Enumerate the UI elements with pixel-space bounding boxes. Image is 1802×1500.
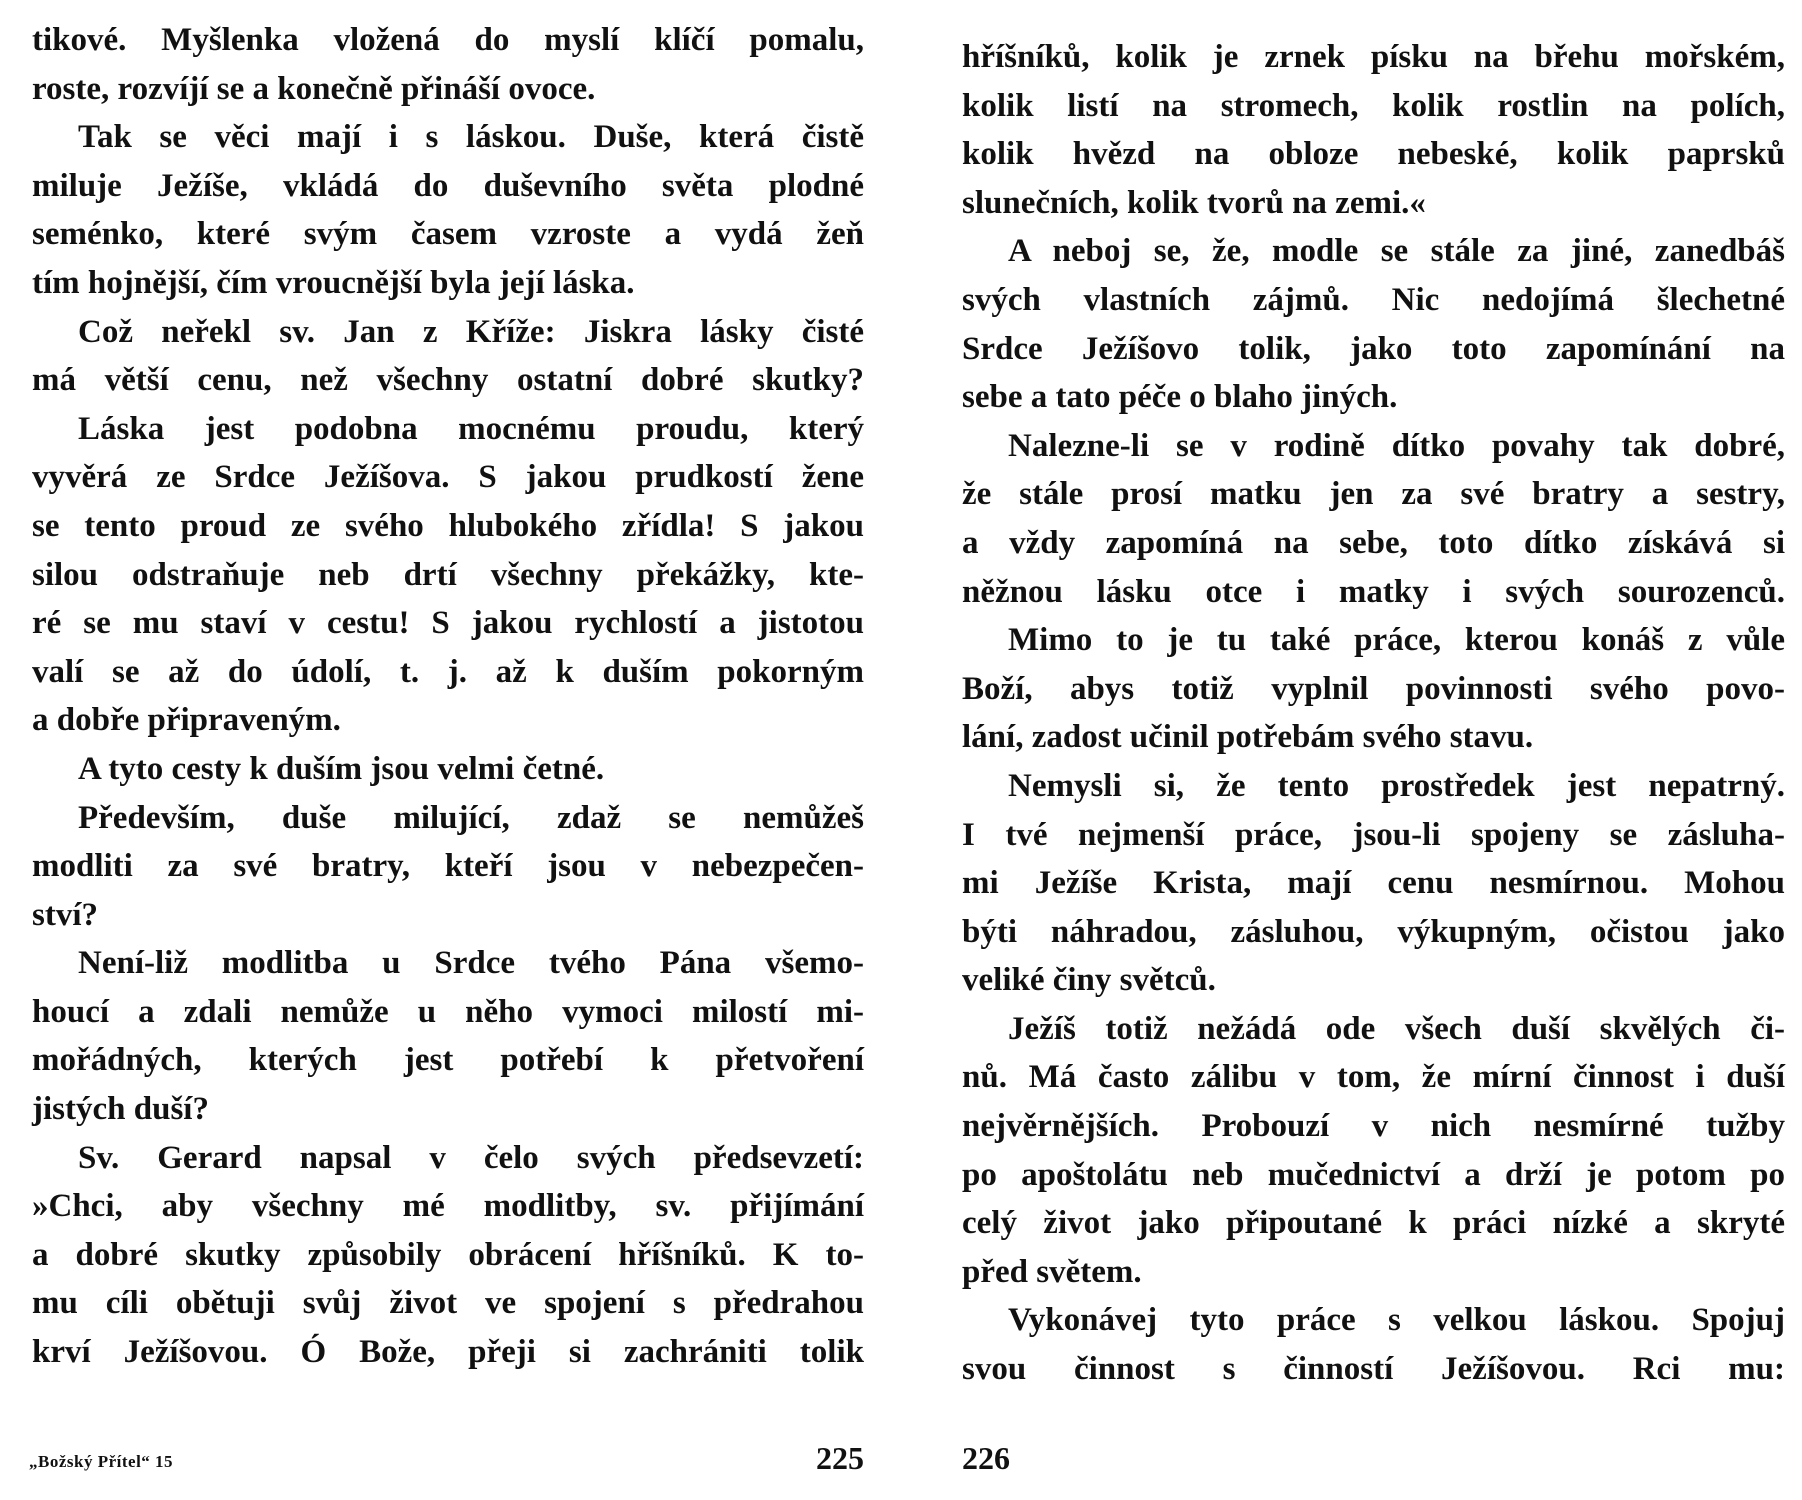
text-line: Tak se věci mají i s láskou. Duše, která čistě [78, 119, 864, 156]
text-line: Vykonávej tyto práce s velkou láskou. Spojuj [1008, 1302, 1785, 1339]
text-line: I tvé nejmenší práce, jsou-li spojeny se zásluha- [962, 816, 1785, 853]
text-line: a dobré skutky způsobily obrácení hříšníků. K to- [32, 1236, 864, 1273]
text-line: seménko, které svým časem vzroste a vydá žeň [32, 216, 864, 253]
text-line: nů. Má často zálibu v tom, že mírní činnost i duší [962, 1059, 1785, 1096]
text-line: jistých duší? [32, 1091, 209, 1128]
page-number-right: 226 [962, 1440, 1010, 1476]
text-line: Sv. Gerard napsal v čelo svých předsevzetí: [78, 1139, 864, 1176]
text-line: Především, duše milující, zdaž se nemůžeš [78, 799, 864, 836]
text-line: slunečních, kolik tvorů na zemi.« [962, 184, 1426, 221]
text-line: valí se až do údolí, t. j. až k duším pokorným [32, 653, 864, 690]
book-title-signature: „Božský Přítel“ 15 [29, 1452, 174, 1471]
text-line: Nalezne-li se v rodině dítko povahy tak dobré, [1008, 427, 1785, 464]
text-line: mi Ježíše Krista, mají cenu nesmírnou. Mohou [962, 865, 1785, 902]
text-line: celý život jako připoutané k práci nízké a skryté [962, 1205, 1785, 1242]
text-line: má větší cenu, než všechny ostatní dobré skutky? [32, 362, 864, 399]
text-line: svou činnost s činností Ježíšovou. Rci mu: [962, 1351, 1785, 1388]
text-line: Ježíš totiž nežádá ode všech duší skvělých či- [1008, 1010, 1785, 1047]
text-line: se tento proud ze svého hlubokého zřídla! S jakou [32, 507, 864, 544]
text-line: něžnou lásku otce i matky i svých sourozenců. [962, 573, 1785, 610]
text-line: lání, zadost učinil potřebám svého stavu. [962, 719, 1534, 756]
text-line: Boží, abys totiž vyplnil povinnosti svého povo- [962, 670, 1785, 707]
text-line: miluje Ježíše, vkládá do duševního světa plodné [32, 167, 864, 204]
text-line: tím hojnější, čím vroucnější byla její láska. [32, 264, 635, 301]
text-line: mu cíli obětuji svůj život ve spojení s předrahou [32, 1285, 864, 1322]
text-line: kolik hvězd na obloze nebeské, kolik paprsků [962, 136, 1785, 173]
text-line: Což neřekl sv. Jan z Kříže: Jiskra lásky čisté [78, 313, 864, 350]
text-line: »Chci, aby všechny mé modlitby, sv. přijímání [32, 1188, 864, 1225]
text-line: krví Ježíšovou. Ó Bože, přeji si zachrániti tolik [32, 1334, 864, 1371]
text-line: ré se mu staví v cestu! S jakou rychlostí a jistotou [32, 605, 864, 642]
text-line: hříšníků, kolik je zrnek písku na břehu mořském, [962, 39, 1785, 75]
left-page-text [32, 16, 864, 1377]
text-line: po apoštolátu neb mučednictví a drží je potom po [962, 1156, 1785, 1193]
text-line: a vždy zapomíná na sebe, toto dítko získává si [962, 524, 1785, 561]
right-page-text [962, 33, 1785, 1394]
text-line: Srdce Ježíšovo tolik, jako toto zapomínání na [962, 330, 1785, 367]
page-number-left: 225 [816, 1440, 864, 1476]
text-line: Láska jest podobna mocnému proudu, který [78, 410, 864, 447]
text-line: vyvěrá ze Srdce Ježíšova. S jakou prudkostí žene [32, 459, 864, 496]
text-line: Nemysli si, že tento prostředek jest nepatrný. [1008, 767, 1785, 804]
text-line: svých vlastních zájmů. Nic nedojímá šlechetné [962, 281, 1785, 318]
text-line: silou odstraňuje neb drtí všechny překážky, kte- [32, 556, 864, 593]
text-line: nejvěrnějších. Probouzí v nich nesmírné tužby [962, 1108, 1785, 1145]
text-line: A neboj se, že, modle se stále za jiné, zanedbáš [1008, 233, 1785, 270]
text-line: kolik listí na stromech, kolik rostlin na polích, [962, 87, 1785, 124]
text-line: houcí a zdali nemůže u něho vymoci milostí mi- [32, 993, 864, 1030]
text-line: veliké činy světců. [962, 962, 1216, 999]
text-line: A tyto cesty k duším jsou velmi četné. [78, 750, 605, 787]
text-line: a dobře připraveným. [32, 702, 341, 739]
text-line: mořádných, kterých jest potřebí k přetvoření [32, 1042, 864, 1079]
text-line: modliti za své bratry, kteří jsou v nebezpečen- [32, 848, 864, 885]
text-line: ství? [32, 896, 98, 933]
text-line: býti náhradou, zásluhou, výkupným, očistou jako [962, 913, 1785, 950]
text-line: sebe a tato péče o blaho jiných. [962, 379, 1398, 416]
text-line: Mimo to je tu také práce, kterou konáš z vůle [1008, 622, 1785, 659]
text-line: před světem. [962, 1253, 1142, 1290]
text-line: Není-liž modlitba u Srdce tvého Pána všemo- [78, 945, 864, 982]
text-line: že stále prosí matku jen za své bratry a sestry, [962, 476, 1785, 513]
text-line: roste, rozvíjí se a konečně přináší ovoce. [32, 70, 596, 107]
text-line: tikové. Myšlenka vložená do myslí klíčí pomalu, [32, 22, 864, 58]
